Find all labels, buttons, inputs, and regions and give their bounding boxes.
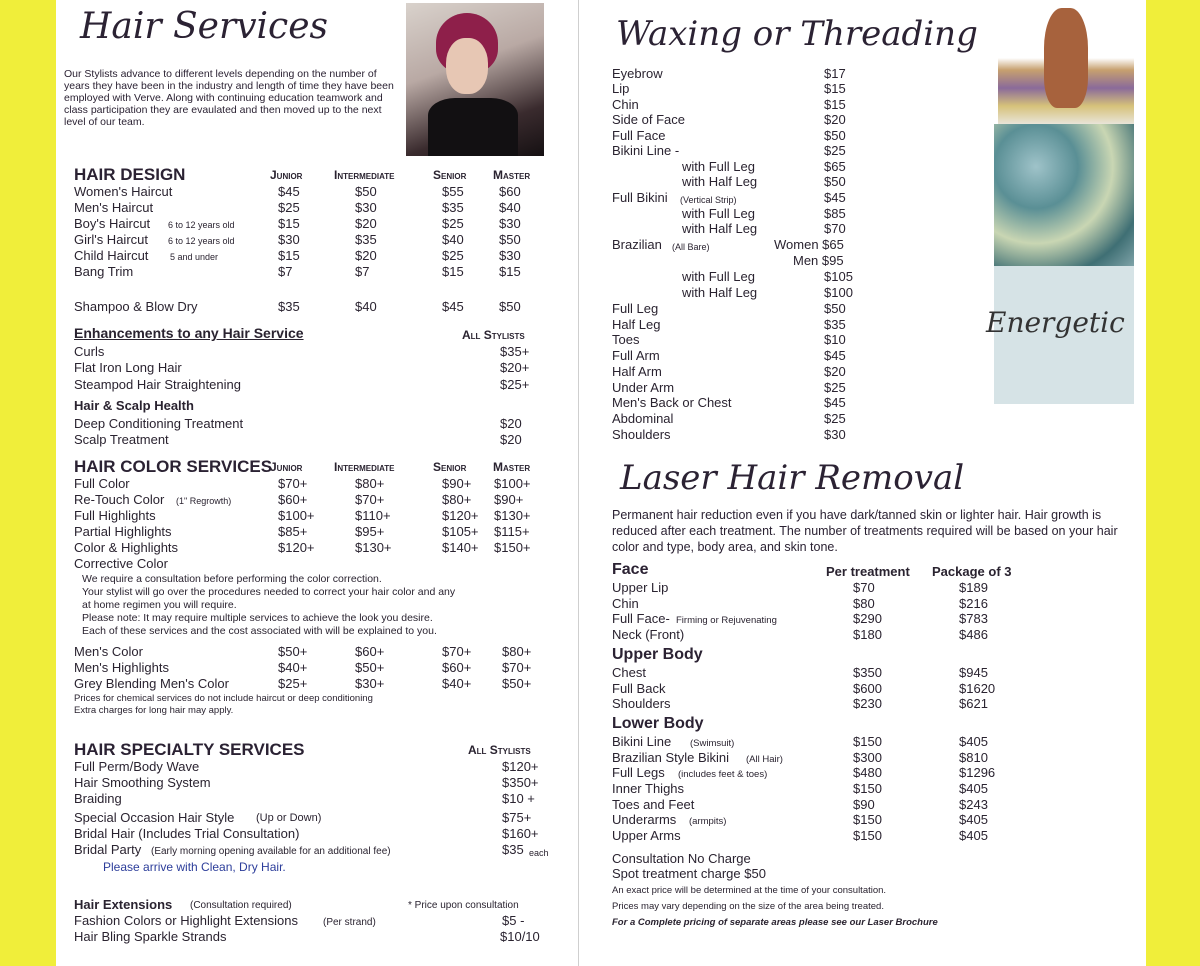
tier-master: Master xyxy=(493,460,531,474)
price-junior: $15 xyxy=(278,248,300,263)
waxing-service: Half Arm xyxy=(612,364,662,379)
waxing-service: Bikini Line - xyxy=(612,143,680,158)
waxing-note: (Vertical Strip) xyxy=(680,195,737,205)
hair-services-title: Hair Services xyxy=(80,6,328,47)
model-shape xyxy=(1044,8,1088,108)
specialty-price: $350+ xyxy=(502,775,539,790)
price-master: $115+ xyxy=(494,524,530,539)
specialty-price: $160+ xyxy=(502,826,539,841)
waxing-price: $25 xyxy=(824,411,846,426)
color-service-name: Full Color xyxy=(74,476,130,491)
waxing-model-photo xyxy=(998,4,1134,124)
price-intermediate: $50+ xyxy=(355,660,385,675)
specialty-service-name: Hair Smoothing System xyxy=(74,775,211,790)
laser-per-price: $600 xyxy=(853,681,882,696)
waxing-service: Full Arm xyxy=(612,348,660,363)
enhancement-name: Steampod Hair Straightening xyxy=(74,377,241,392)
water-ripple-photo xyxy=(994,124,1134,266)
arrive-clean-note: Please arrive with Clean, Dry Hair. xyxy=(103,860,286,874)
price-intermediate: $60+ xyxy=(355,644,385,659)
mens-service-name: Men's Color xyxy=(74,644,143,659)
corrective-note-line: Your stylist will go over the procedures needed to correct your hair color and any xyxy=(82,586,456,598)
tier-junior: Junior xyxy=(270,460,303,474)
laser-note: (Swimsuit) xyxy=(690,738,735,749)
laser-area: Inner Thighs xyxy=(612,781,685,796)
enhancement-price: $25+ xyxy=(500,377,530,392)
price-intermediate: $35 xyxy=(355,232,377,247)
price-intermediate: $110+ xyxy=(355,508,391,523)
age-note: 6 to 12 years old xyxy=(168,220,235,230)
extension-price: $5 - xyxy=(502,913,525,928)
price-master: $50+ xyxy=(502,676,532,691)
laser-pkg-price: $1296 xyxy=(959,765,996,780)
price-master: $90+ xyxy=(494,492,524,507)
waxing-price: $45 xyxy=(824,395,846,410)
specialty-heading: HAIR SPECIALTY SERVICES xyxy=(74,740,305,759)
price-senior: $40 xyxy=(442,232,464,247)
laser-area: Full Back xyxy=(612,681,666,696)
laser-per-price: $90 xyxy=(853,797,875,812)
laser-per-price: $180 xyxy=(853,627,882,642)
scalp-health-heading: Hair & Scalp Health xyxy=(74,398,194,413)
waxing-price: $85 xyxy=(824,206,846,221)
waxing-price: $105 xyxy=(824,269,853,284)
laser-pkg-price: $216 xyxy=(959,596,988,611)
price-junior: $25+ xyxy=(278,676,308,691)
laser-brochure-note: For a Complete pricing of separate areas please see our Laser Brochure xyxy=(612,917,938,928)
laser-area: Neck (Front) xyxy=(612,627,685,642)
corrective-note-line: Please note: It may require multiple services to achieve the look you desire. xyxy=(82,612,433,624)
brazilian-women-price: Women $65 xyxy=(774,237,844,252)
specialty-note: (Up or Down) xyxy=(256,812,322,824)
laser-area: Upper Lip xyxy=(612,580,669,595)
waxing-price: $10 xyxy=(824,332,846,347)
laser-area: Full Legs xyxy=(612,765,665,780)
enhancement-price: $35+ xyxy=(500,344,530,359)
price-senior: $25 xyxy=(442,216,464,231)
waxing-price: $20 xyxy=(824,364,846,379)
laser-pkg-price: $243 xyxy=(959,797,988,812)
price-junior: $7 xyxy=(278,264,293,279)
waxing-service: Abdominal xyxy=(612,411,674,426)
laser-pkg-price: $405 xyxy=(959,812,988,827)
waxing-service: Full Bikini xyxy=(612,190,668,205)
tier-intermediate: Intermediate xyxy=(334,460,395,474)
waxing-service: with Full Leg xyxy=(682,206,755,221)
energetic-panel xyxy=(986,266,1134,404)
waxing-price: $65 xyxy=(824,159,846,174)
waxing-price: $45 xyxy=(824,190,846,205)
waxing-service: with Full Leg xyxy=(682,159,755,174)
price-junior: $60+ xyxy=(278,492,308,507)
specialty-price: $75+ xyxy=(502,810,532,825)
scalp-service-name: Scalp Treatment xyxy=(74,432,169,447)
laser-pkg-price: $783 xyxy=(959,611,988,626)
color-service-name: Partial Highlights xyxy=(74,524,172,539)
service-name: Shampoo & Blow Dry xyxy=(74,299,198,314)
specialty-service-name: Special Occasion Hair Style xyxy=(74,810,235,825)
laser-pkg-price: $486 xyxy=(959,627,988,642)
price-intermediate: $20 xyxy=(355,216,377,231)
all-stylists-label: All Stylists xyxy=(468,743,531,757)
specialty-service-name: Bridal Party xyxy=(74,842,142,857)
face-shape xyxy=(446,38,488,94)
scalp-service-price: $20 xyxy=(500,416,522,431)
service-name: Bang Trim xyxy=(74,264,134,279)
price-master: $100+ xyxy=(494,476,531,491)
price-senior: $60+ xyxy=(442,660,472,675)
price-intermediate: $20 xyxy=(355,248,377,263)
corrective-color-label: Corrective Color xyxy=(74,556,168,571)
waxing-price: $25 xyxy=(824,380,846,395)
waxing-service: Under Arm xyxy=(612,380,675,395)
consultation-no-charge: Consultation No Charge xyxy=(612,851,751,866)
laser-note: (armpits) xyxy=(689,816,727,827)
price-master: $150+ xyxy=(494,540,531,555)
waxing-price: $50 xyxy=(824,301,846,316)
age-note: 5 and under xyxy=(170,252,219,262)
price-junior: $100+ xyxy=(278,508,315,523)
service-name: Women's Haircut xyxy=(74,184,173,199)
energetic-label: Energetic xyxy=(986,306,1125,339)
waxing-price: $45 xyxy=(824,348,846,363)
waxing-service: Half Leg xyxy=(612,317,661,332)
specialty-service-name: Full Perm/Body Wave xyxy=(74,759,200,774)
price-senior: $105+ xyxy=(442,524,479,539)
hair-color-heading: HAIR COLOR SERVICES xyxy=(74,457,273,476)
hair-design-heading: HAIR DESIGN xyxy=(74,165,186,184)
price-junior: $35 xyxy=(278,299,300,314)
waxing-service: Toes xyxy=(612,332,640,347)
scalp-service-name: Deep Conditioning Treatment xyxy=(74,416,244,431)
extension-note: (Per strand) xyxy=(323,917,376,928)
laser-pkg-price: $945 xyxy=(959,665,988,680)
brazilian-service: Brazilian xyxy=(612,237,662,252)
laser-per-price: $150 xyxy=(853,812,882,827)
extensions-consult-note: (Consultation required) xyxy=(190,900,292,911)
laser-area: Brazilian Style Bikini xyxy=(612,750,730,765)
left-yellow-strip xyxy=(0,0,56,966)
waxing-service: with Full Leg xyxy=(682,269,755,284)
waxing-price: $20 xyxy=(824,112,846,127)
price-junior: $45 xyxy=(278,184,300,199)
enhancements-heading: Enhancements to any Hair Service xyxy=(74,325,304,341)
laser-area: Shoulders xyxy=(612,696,671,711)
waxing-service: Shoulders xyxy=(612,427,671,442)
price-senior: $90+ xyxy=(442,476,472,491)
chemical-services-note: Prices for chemical services do not include haircut or deep conditioning xyxy=(74,693,373,704)
price-junior: $85+ xyxy=(278,524,308,539)
laser-area: Bikini Line xyxy=(612,734,672,749)
tier-master: Master xyxy=(493,168,531,182)
service-name: Boy's Haircut xyxy=(74,216,151,231)
laser-area: Toes and Feet xyxy=(612,797,695,812)
laser-per-price: $350 xyxy=(853,665,882,680)
price-junior: $40+ xyxy=(278,660,308,675)
specialty-service-name: Braiding xyxy=(74,791,122,806)
regrowth-note: (1" Regrowth) xyxy=(176,496,232,506)
laser-pkg-price: $810 xyxy=(959,750,988,765)
laser-per-price: $150 xyxy=(853,781,882,796)
price-master: $30 xyxy=(499,216,521,231)
price-master: $60 xyxy=(499,184,521,199)
tier-senior: Senior xyxy=(433,460,467,474)
waxing-price: $15 xyxy=(824,81,846,96)
exact-price-note: An exact price will be determined at the time of your consultation. xyxy=(612,885,887,896)
price-senior: $120+ xyxy=(442,508,479,523)
price-junior: $50+ xyxy=(278,644,308,659)
laser-area: Underarms xyxy=(612,812,677,827)
enhancement-name: Flat Iron Long Hair xyxy=(74,360,182,375)
laser-intro: Permanent hair reduction even if you have dark/tanned skin or lighter hair. Hair growth is reduced after each treatment. The number of treatments required will be based on your hair color and type, body area, and skin tone. xyxy=(612,508,1118,554)
waxing-price: $30 xyxy=(824,427,846,442)
waxing-service: Eyebrow xyxy=(612,66,663,81)
laser-pkg-price: $1620 xyxy=(959,681,996,696)
price-master: $50 xyxy=(499,232,521,247)
price-intermediate: $30+ xyxy=(355,676,385,691)
laser-pkg-price: $189 xyxy=(959,580,988,595)
waxing-price: $15 xyxy=(824,97,846,112)
price-master: $30 xyxy=(499,248,521,263)
hair-model-photo xyxy=(406,3,544,156)
brazilian-note: (All Bare) xyxy=(672,242,710,252)
waxing-service: Chin xyxy=(612,97,639,112)
price-intermediate: $70+ xyxy=(355,492,385,507)
laser-per-price: $300 xyxy=(853,750,882,765)
waxing-service: Lip xyxy=(612,81,630,96)
enhancement-name: Curls xyxy=(74,344,105,359)
price-intermediate: $40 xyxy=(355,299,377,314)
waxing-service: Full Face xyxy=(612,128,666,143)
enhancement-price: $20+ xyxy=(500,360,530,375)
laser-per-price: $150 xyxy=(853,828,882,843)
stylist-levels-intro: Our Stylists advance to different levels depending on the number of years they have been in the industry and length of time they have been employed with Verve. Along with continuing education teamwork and class participation they are evaulated and then moved up to the next level of our team. xyxy=(64,68,394,128)
laser-note: (includes feet & toes) xyxy=(678,769,768,780)
price-vary-note: Prices may vary depending on the size of the area being treated. xyxy=(612,901,884,912)
specialty-price: $35 xyxy=(502,842,524,857)
mens-service-name: Men's Highlights xyxy=(74,660,169,675)
page-fold xyxy=(578,0,579,966)
price-master: $70+ xyxy=(502,660,532,675)
right-yellow-strip xyxy=(1146,0,1200,966)
service-name: Girl's Haircut xyxy=(74,232,148,247)
laser-per-price: $290 xyxy=(853,611,882,626)
waxing-service: Side of Face xyxy=(612,112,685,127)
extension-name: Hair Bling Sparkle Strands xyxy=(74,929,227,944)
laser-group-title: Lower Body xyxy=(612,715,704,732)
price-junior: $15 xyxy=(278,216,300,231)
color-service-name: Re-Touch Color xyxy=(74,492,165,507)
corrective-note-line: Each of these services and the cost associated with will be explained to you. xyxy=(82,625,437,637)
corrective-note-line: We require a consultation before performing the color correction. xyxy=(82,573,382,585)
laser-pkg-price: $405 xyxy=(959,781,988,796)
top-shape xyxy=(428,98,518,156)
laser-pkg-price: $405 xyxy=(959,734,988,749)
waxing-title: Waxing or Threading xyxy=(616,14,978,54)
mens-service-name: Grey Blending Men's Color xyxy=(74,676,229,691)
laser-group-title: Face xyxy=(612,561,649,578)
price-senior: $25 xyxy=(442,248,464,263)
laser-per-price: $150 xyxy=(853,734,882,749)
service-name: Child Haircut xyxy=(74,248,149,263)
laser-note: (All Hair) xyxy=(746,754,783,765)
laser-area: Chin xyxy=(612,596,639,611)
price-master: $80+ xyxy=(502,644,532,659)
waxing-service: Full Leg xyxy=(612,301,659,316)
per-treatment-header: Per treatment xyxy=(826,564,910,579)
price-senior: $45 xyxy=(442,299,464,314)
tier-junior: Junior xyxy=(270,168,303,182)
waxing-price: $50 xyxy=(824,174,846,189)
price-senior: $140+ xyxy=(442,540,479,555)
price-junior: $120+ xyxy=(278,540,315,555)
corrective-note-line: at home regimen you will require. xyxy=(82,599,237,611)
price-intermediate: $50 xyxy=(355,184,377,199)
waxing-service: with Half Leg xyxy=(682,174,758,189)
laser-area: Full Face- xyxy=(612,611,670,626)
extension-price: $10/10 xyxy=(500,929,540,944)
waxing-service: Men's Back or Chest xyxy=(612,395,732,410)
extensions-heading: Hair Extensions xyxy=(74,897,173,912)
spot-treatment-charge: Spot treatment charge $50 xyxy=(612,866,766,881)
waxing-service: with Half Leg xyxy=(682,221,758,236)
price-intermediate: $130+ xyxy=(355,540,392,555)
laser-group-title: Upper Body xyxy=(612,646,703,663)
price-intermediate: $95+ xyxy=(355,524,385,539)
price-master: $50 xyxy=(499,299,521,314)
price-junior: $30 xyxy=(278,232,300,247)
color-service-name: Color & Highlights xyxy=(74,540,179,555)
price-junior: $70+ xyxy=(278,476,308,491)
package-header: Package of 3 xyxy=(932,564,1012,579)
tier-intermediate: Intermediate xyxy=(334,168,395,182)
tier-senior: Senior xyxy=(433,168,467,182)
waxing-price: $25 xyxy=(824,143,846,158)
specialty-price: $10 + xyxy=(502,791,535,806)
price-senior: $35 xyxy=(442,200,464,215)
price-master: $40 xyxy=(499,200,521,215)
price-junior: $25 xyxy=(278,200,300,215)
waxing-price: $35 xyxy=(824,317,846,332)
long-hair-note: Extra charges for long hair may apply. xyxy=(74,705,234,716)
color-service-name: Full Highlights xyxy=(74,508,156,523)
price-senior: $55 xyxy=(442,184,464,199)
all-stylists-label: All Stylists xyxy=(462,328,525,342)
laser-per-price: $230 xyxy=(853,696,882,711)
laser-per-price: $80 xyxy=(853,596,875,611)
specialty-note: (Early morning opening available for an additional fee) xyxy=(151,846,391,857)
waxing-service: with Half Leg xyxy=(682,285,758,300)
scalp-service-price: $20 xyxy=(500,432,522,447)
price-master: $15 xyxy=(499,264,521,279)
brazilian-men-price: Men $95 xyxy=(793,253,844,268)
laser-per-price: $480 xyxy=(853,765,882,780)
waxing-price: $17 xyxy=(824,66,846,81)
extension-name: Fashion Colors or Highlight Extensions xyxy=(74,913,298,928)
price-intermediate: $80+ xyxy=(355,476,385,491)
price-suffix: each xyxy=(529,848,549,858)
specialty-price: $120+ xyxy=(502,759,539,774)
service-name: Men's Haircut xyxy=(74,200,154,215)
price-senior: $40+ xyxy=(442,676,472,691)
waxing-price: $100 xyxy=(824,285,853,300)
laser-per-price: $70 xyxy=(853,580,875,595)
laser-pkg-price: $621 xyxy=(959,696,988,711)
price-master: $130+ xyxy=(494,508,531,523)
waxing-price: $70 xyxy=(824,221,846,236)
price-upon-consultation: * Price upon consultation xyxy=(408,900,519,911)
price-intermediate: $30 xyxy=(355,200,377,215)
laser-area: Chest xyxy=(612,665,646,680)
laser-note: Firming or Rejuvenating xyxy=(676,615,777,626)
price-intermediate: $7 xyxy=(355,264,370,279)
price-senior: $80+ xyxy=(442,492,472,507)
laser-title: Laser Hair Removal xyxy=(620,458,965,498)
laser-pkg-price: $405 xyxy=(959,828,988,843)
laser-area: Upper Arms xyxy=(612,828,681,843)
waxing-price: $50 xyxy=(824,128,846,143)
specialty-service-name: Bridal Hair (Includes Trial Consultation) xyxy=(74,826,300,841)
price-senior: $70+ xyxy=(442,644,472,659)
age-note: 6 to 12 years old xyxy=(168,236,235,246)
price-senior: $15 xyxy=(442,264,464,279)
